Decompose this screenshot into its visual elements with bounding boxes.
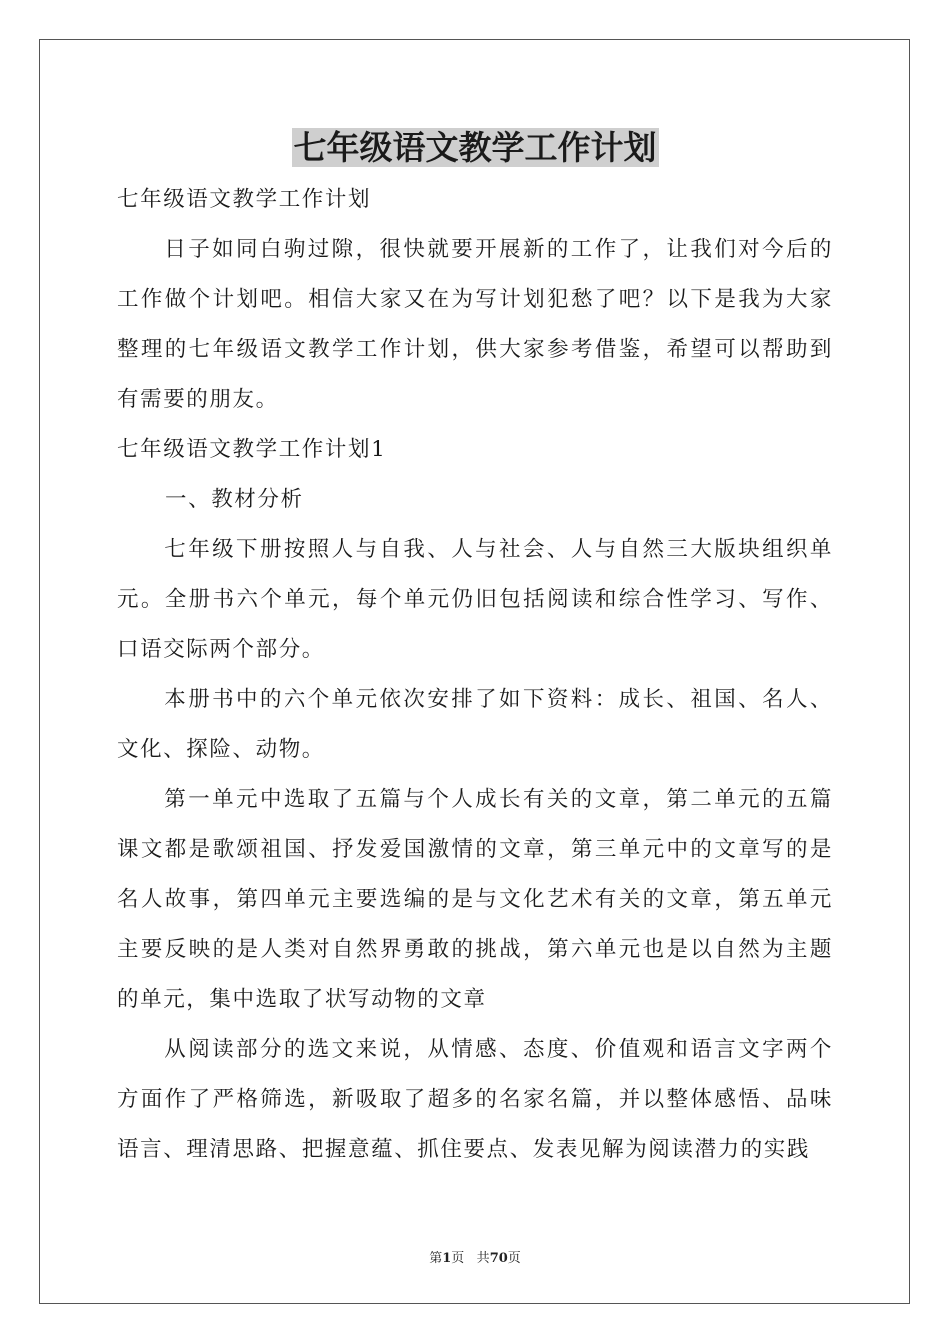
body-paragraph-1: 七年级下册按照人与自我、人与社会、人与自然三大版块组织单元。全册书六个单元，每个单元仍旧包括阅读和综合性学习、写作、口语交际两个部分。 — [117, 537, 833, 662]
document-title — [0, 126, 950, 170]
footer-page-suffix: 页 — [451, 1251, 465, 1266]
body-paragraph-2: 本册书中的六个单元依次安排了如下资料：成长、祖国、名人、文化、探险、动物。 — [117, 687, 833, 762]
footer-page-prefix: 第 — [429, 1251, 443, 1266]
document-subtitle: 七年级语文教学工作计划 — [117, 187, 372, 212]
footer-total-prefix: 共 — [476, 1251, 490, 1266]
section-heading: 七年级语文教学工作计划1 — [117, 437, 387, 462]
section-sub-heading: 一、教材分析 — [165, 487, 304, 512]
document-body — [117, 175, 833, 1175]
footer-total-suffix: 页 — [507, 1251, 521, 1266]
page-footer — [0, 1247, 950, 1266]
document-title-text: 七年级语文教学工作计划 — [293, 128, 657, 167]
intro-paragraph: 日子如同白驹过隙，很快就要开展新的工作了，让我们对今后的工作做个计划吧。相信大家又在为写计划犯愁了吧？以下是我为大家整理的七年级语文教学工作计划，供大家参考借鉴，希望可以帮助到有需要的朋友。 — [117, 237, 833, 412]
body-paragraph-3: 第一单元中选取了五篇与个人成长有关的文章，第二单元的五篇课文都是歌颂祖国、抒发爱国激情的文章，第三单元中的文章写的是名人故事，第四单元主要选编的是与文化艺术有关的文章，第五单元主要反映的是人类对自然界勇敢的挑战，第六单元也是以自然为主题的单元，集中选取了状写动物的文章 — [117, 787, 833, 1012]
footer-page-number: 1 — [442, 1251, 452, 1266]
body-paragraph-4: 从阅读部分的选文来说，从情感、态度、价值观和语言文字两个方面作了严格筛选，新吸取了超多的名家名篇，并以整体感悟、品味语言、理清思路、把握意蕴、抓住要点、发表见解为阅读潜力的实践 — [117, 1037, 833, 1162]
footer-total-pages: 70 — [489, 1251, 508, 1266]
